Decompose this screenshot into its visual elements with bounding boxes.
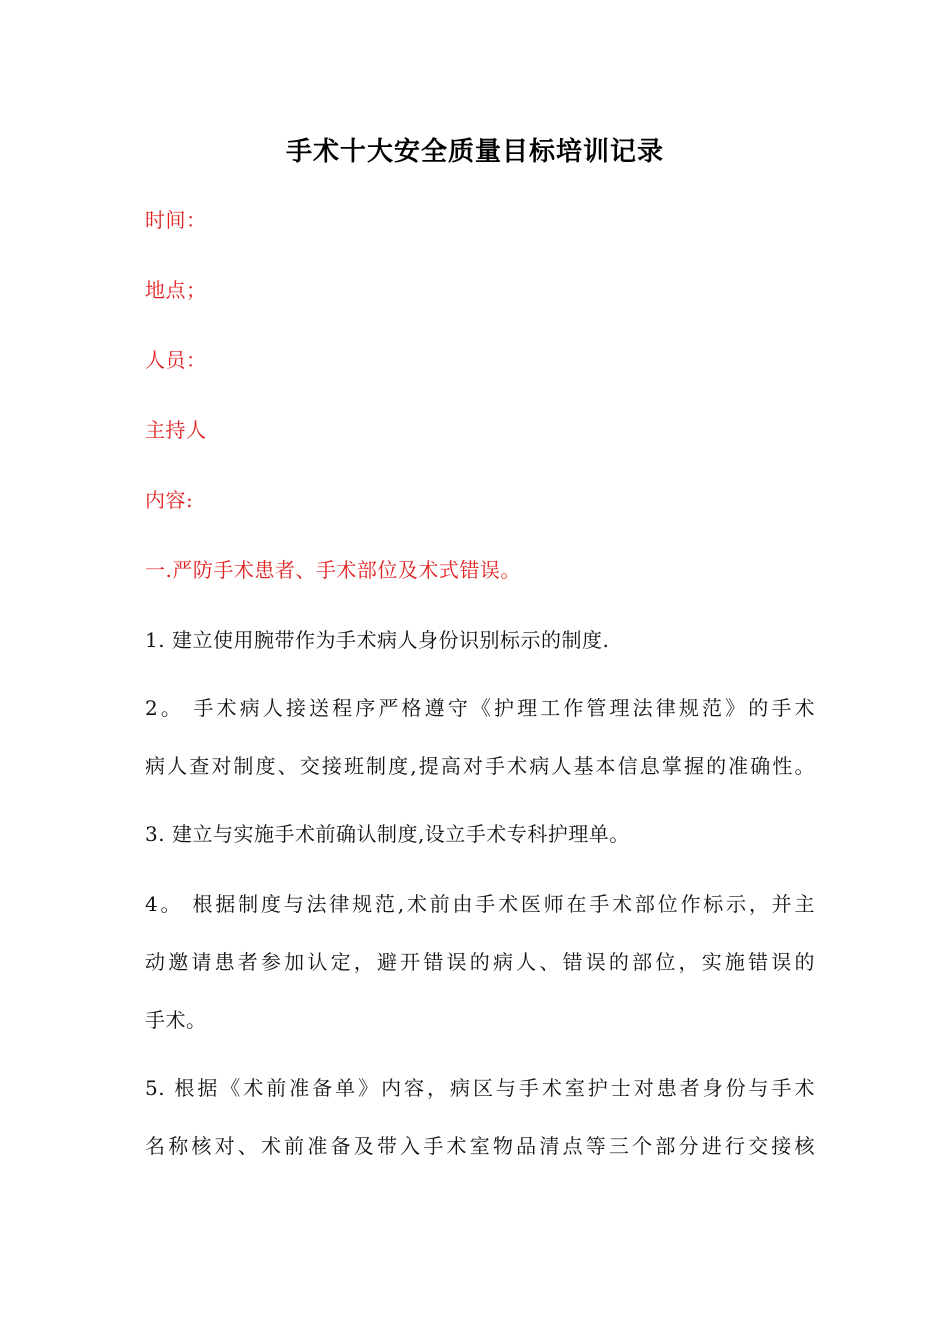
document-title: 手术十大安全质量目标培训记录: [285, 137, 664, 167]
field-location-label: 地点；: [145, 278, 207, 302]
paragraph-5-line-1: 5. 根据《术前准备单》内容，病区与手术室护士对患者身份与手术: [145, 1076, 815, 1100]
paragraph-4-line-2: 动邀请患者参加认定，避开错误的病人、错误的部位，实施错误的: [145, 950, 815, 974]
field-time-label: 时间：: [145, 208, 207, 232]
paragraph-2-line-1: 2。 手术病人接送程序严格遵守《护理工作管理法律规范》的手术: [145, 696, 815, 720]
paragraph-5-line-2: 名称核对、术前准备及带入手术室物品清点等三个部分进行交接核: [145, 1134, 815, 1158]
paragraph-1: 1. 建立使用腕带作为手术病人身份识别标示的制度.: [145, 628, 610, 652]
field-content-label: 内容:: [145, 488, 194, 512]
paragraph-3: 3. 建立与实施手术前确认制度,设立手术专科护理单。: [145, 822, 630, 846]
field-personnel-label: 人员：: [145, 348, 207, 372]
paragraph-4-line-1: 4。 根据制度与法律规范,术前由手术医师在手术部位作标示，并主: [145, 892, 815, 916]
paragraph-4-line-3: 手术。: [145, 1008, 207, 1032]
section-heading: 一.严防手术患者、手术部位及术式错误。: [145, 558, 521, 582]
paragraph-2-line-2: 病人查对制度、交接班制度,提高对手术病人基本信息掌握的准确性。: [145, 754, 815, 778]
field-host-label: 主持人: [145, 418, 207, 442]
